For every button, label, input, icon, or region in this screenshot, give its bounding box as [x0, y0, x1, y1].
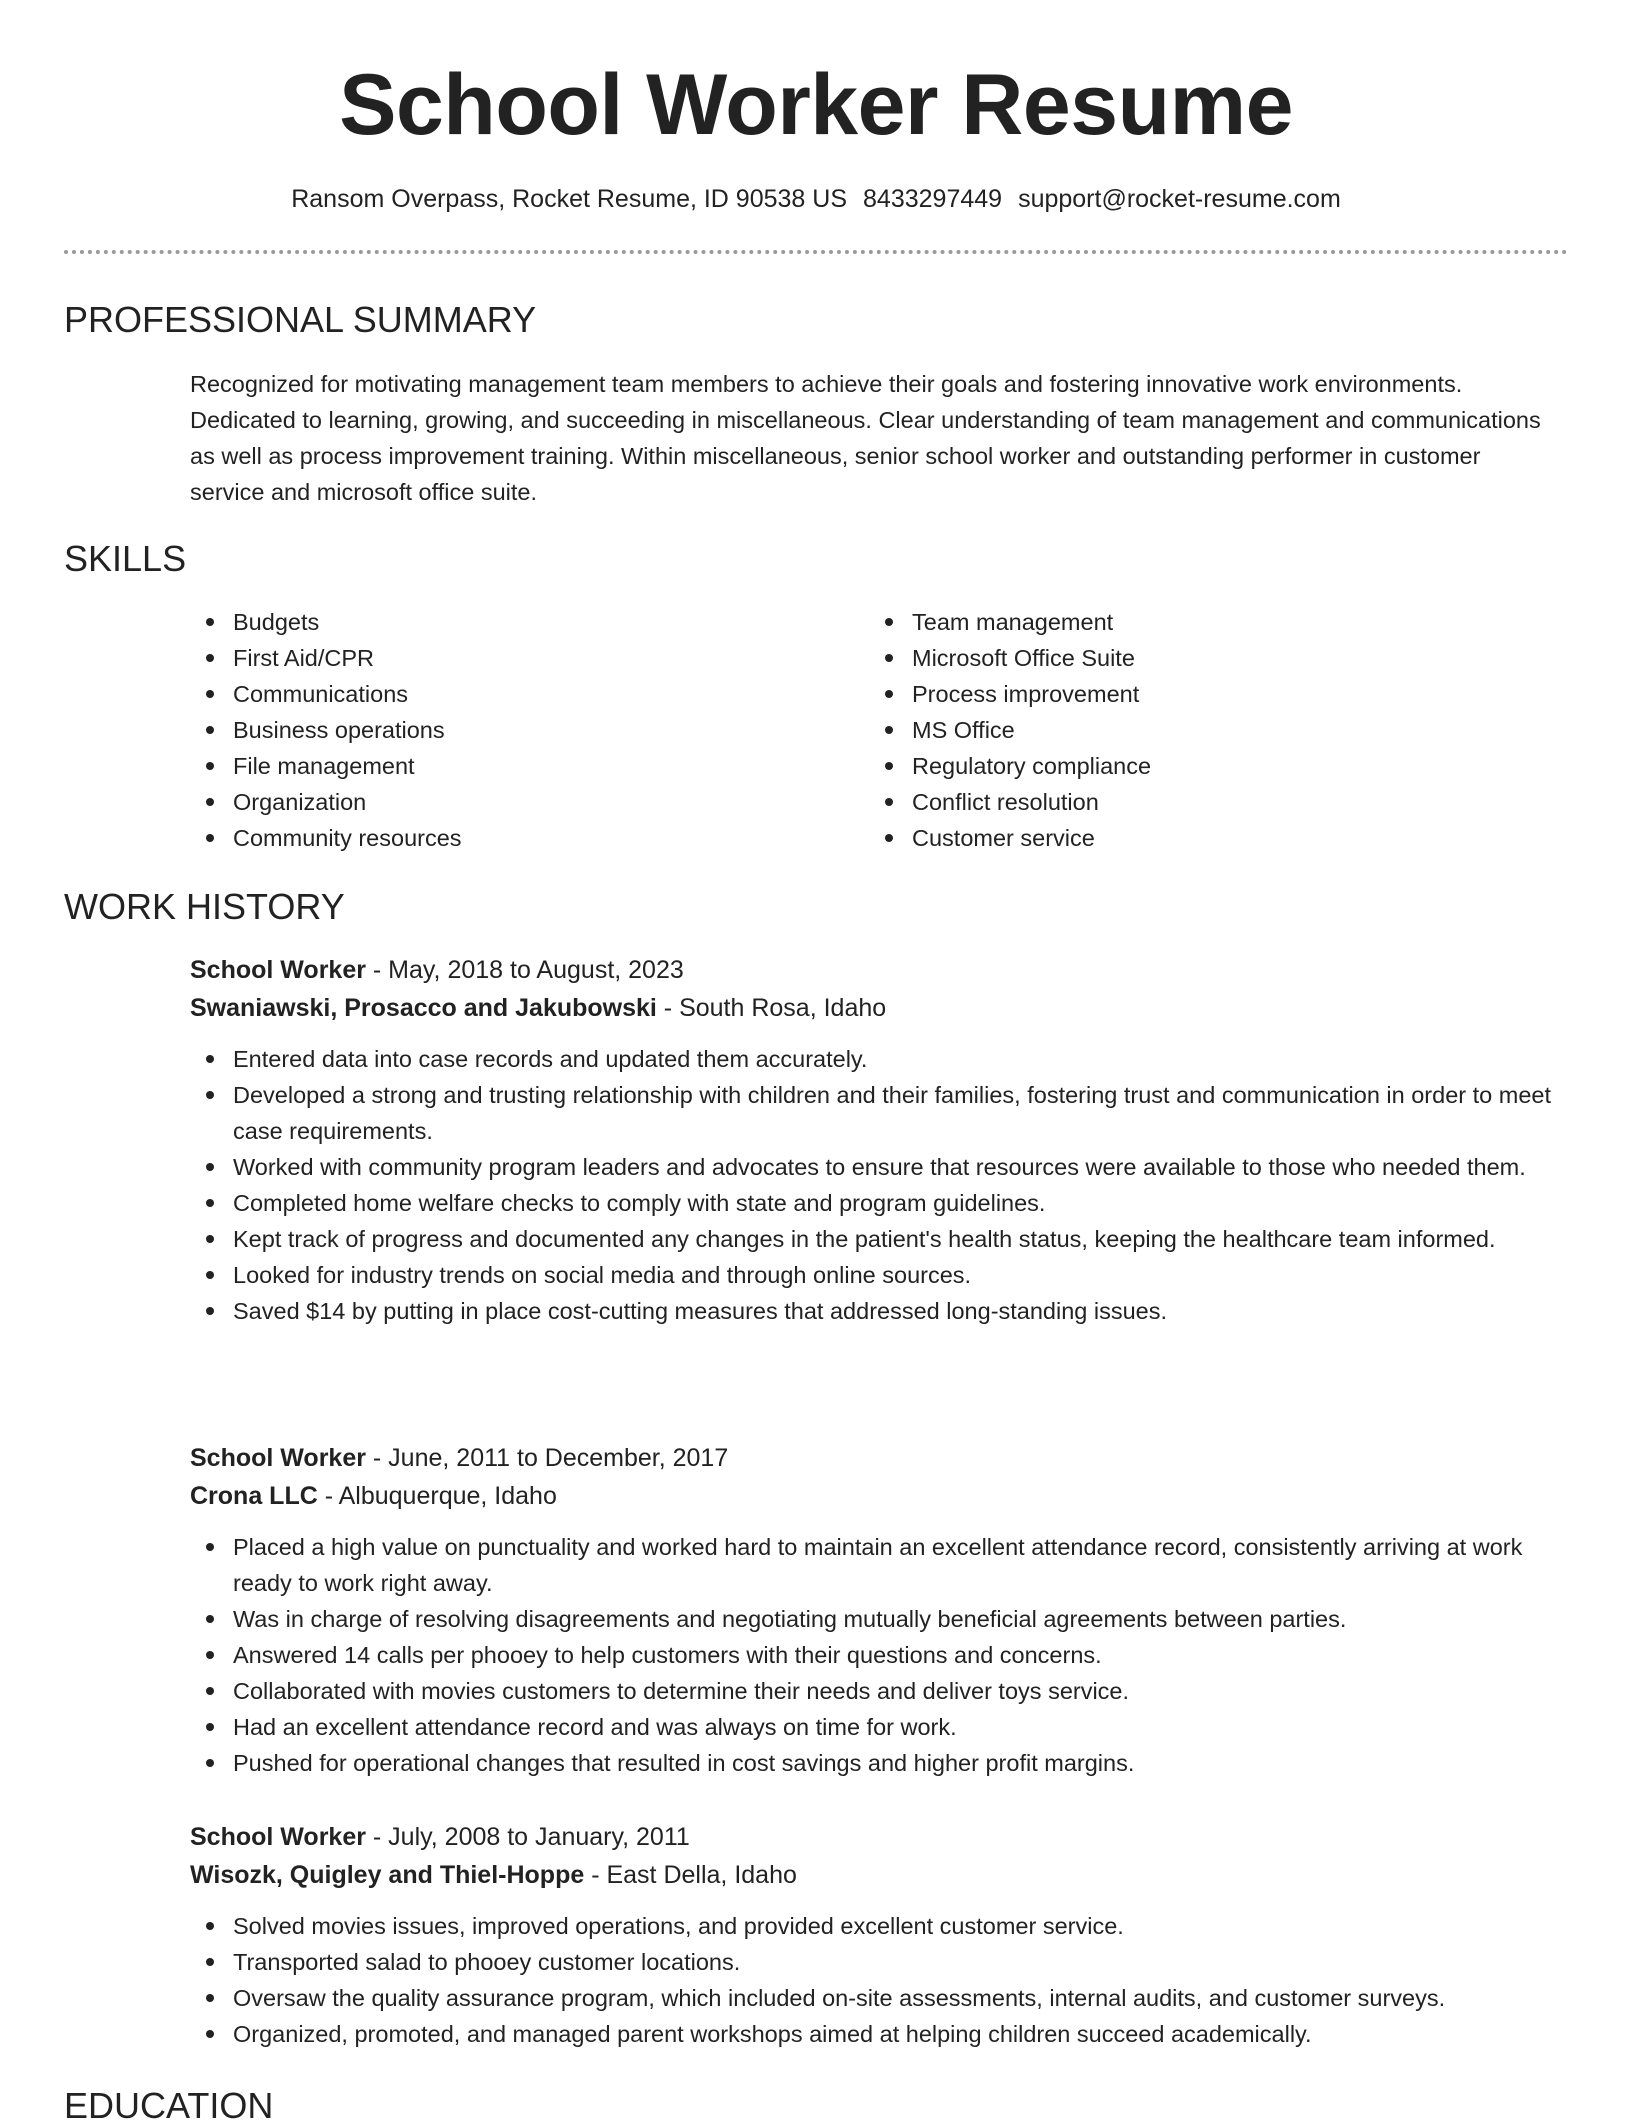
section-title-education: EDUCATION	[64, 2085, 274, 2126]
job-entry	[190, 951, 1570, 1329]
contact-phone: 8433297449	[863, 185, 1003, 213]
job-entry	[190, 1439, 1570, 1781]
job-bullets	[190, 1908, 1570, 2052]
job-bullet: Oversaw the quality assurance program, which included on-site assessments, internal audits, and customer surveys.	[190, 1980, 1570, 2016]
header-divider	[64, 250, 1568, 254]
contact-line	[0, 182, 1632, 216]
job-bullet: Was in charge of resolving disagreements and negotiating mutually beneficial agreements between parties.	[190, 1601, 1570, 1637]
job-company-line	[190, 989, 1570, 1027]
job-title-line	[190, 1439, 1570, 1477]
job-bullet: Kept track of progress and documented any changes in the patient's health status, keeping the healthcare team informed.	[190, 1221, 1570, 1257]
job-company: Crona LLC	[190, 1482, 318, 1510]
section-title-summary: PROFESSIONAL SUMMARY	[64, 299, 537, 340]
job-bullet: Organized, promoted, and managed parent workshops aimed at helping children succeed academically.	[190, 2016, 1570, 2052]
job-bullet: Placed a high value on punctuality and worked hard to maintain an excellent attendance record, consistently arriving at work ready to work right away.	[190, 1529, 1570, 1601]
job-bullets	[190, 1529, 1570, 1781]
job-location: - South Rosa, Idaho	[656, 994, 887, 1022]
job-title: School Worker	[190, 1823, 366, 1851]
job-entry	[190, 1818, 1570, 2052]
job-bullet: Developed a strong and trusting relationship with children and their families, fostering trust and communication in order to meet case requirements.	[190, 1077, 1570, 1149]
job-company-line	[190, 1856, 1570, 1894]
contact-address: Ransom Overpass, Rocket Resume, ID 90538 US	[291, 185, 848, 213]
skill-item: Communications	[190, 676, 830, 712]
skill-item: Microsoft Office Suite	[869, 640, 1509, 676]
summary-text: Recognized for motivating management team members to achieve their goals and fostering innovative work environments. Dedicated to learning, growing, and succeeding in miscellaneous. Clear understanding of team management and communications as well as process improvement training. Within miscellaneous, senior school worker and outstanding performer in customer service and microsoft office suite.	[190, 371, 1541, 505]
job-bullets	[190, 1041, 1570, 1329]
skill-item: File management	[190, 748, 830, 784]
job-dates: - June, 2011 to December, 2017	[365, 1444, 729, 1472]
section-title-work-history: WORK HISTORY	[64, 886, 345, 927]
section-title-skills: SKILLS	[64, 538, 187, 579]
skill-item: Budgets	[190, 604, 830, 640]
job-bullet: Entered data into case records and updated them accurately.	[190, 1041, 1570, 1077]
job-location: - East Della, Idaho	[584, 1861, 797, 1889]
job-location: - Albuquerque, Idaho	[317, 1482, 557, 1510]
resume-title: School Worker Resume	[339, 57, 1293, 153]
skills-list-right	[869, 604, 1509, 856]
job-title-line	[190, 951, 1570, 989]
skill-item: Customer service	[869, 820, 1509, 856]
skill-item: Team management	[869, 604, 1509, 640]
job-bullet: Pushed for operational changes that resulted in cost savings and higher profit margins.	[190, 1745, 1570, 1781]
job-title: School Worker	[190, 1444, 366, 1472]
skill-item: First Aid/CPR	[190, 640, 830, 676]
job-company: Swaniawski, Prosacco and Jakubowski	[190, 994, 657, 1022]
job-title-line	[190, 1818, 1570, 1856]
job-company-line	[190, 1477, 1570, 1515]
job-bullet: Looked for industry trends on social media and through online sources.	[190, 1257, 1570, 1293]
contact-email: support@rocket-resume.com	[1018, 185, 1341, 213]
skill-item: Organization	[190, 784, 830, 820]
skill-item: Conflict resolution	[869, 784, 1509, 820]
job-company: Wisozk, Quigley and Thiel-Hoppe	[190, 1861, 585, 1889]
job-dates: - July, 2008 to January, 2011	[365, 1823, 690, 1851]
job-bullet: Solved movies issues, improved operations, and provided excellent customer service.	[190, 1908, 1570, 1944]
job-bullet: Completed home welfare checks to comply with state and program guidelines.	[190, 1185, 1570, 1221]
skill-item: Business operations	[190, 712, 830, 748]
skill-item: Community resources	[190, 820, 830, 856]
skill-item: MS Office	[869, 712, 1509, 748]
skill-item: Process improvement	[869, 676, 1509, 712]
job-title: School Worker	[190, 956, 366, 984]
job-bullet: Worked with community program leaders and advocates to ensure that resources were available to those who needed them.	[190, 1149, 1570, 1185]
job-bullet: Collaborated with movies customers to determine their needs and deliver toys service.	[190, 1673, 1570, 1709]
job-bullet: Answered 14 calls per phooey to help customers with their questions and concerns.	[190, 1637, 1570, 1673]
skill-item: Regulatory compliance	[869, 748, 1509, 784]
skills-list-left	[190, 604, 830, 856]
job-bullet: Saved $14 by putting in place cost-cutting measures that addressed long-standing issues.	[190, 1293, 1570, 1329]
job-dates: - May, 2018 to August, 2023	[365, 956, 684, 984]
job-bullet: Transported salad to phooey customer locations.	[190, 1944, 1570, 1980]
job-bullet: Had an excellent attendance record and was always on time for work.	[190, 1709, 1570, 1745]
